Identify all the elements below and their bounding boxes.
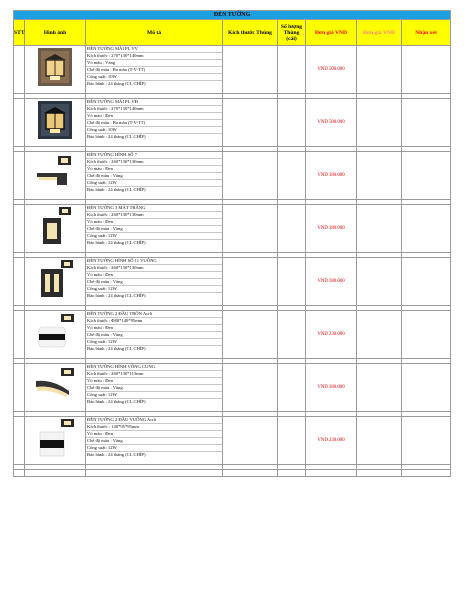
wall-lamp-number-7-icon — [33, 178, 77, 195]
product-image-cell — [25, 311, 86, 359]
spec-line: Công suất: 12W — [86, 233, 222, 240]
spec-line: Kích thước : 140*95*95mm — [86, 424, 222, 431]
product-name: ĐÈN TƯỜNG HÌNH SỐ 11 VUÔNG — [86, 258, 222, 265]
spec-line: Vỏ màu : Đen — [86, 113, 222, 120]
quantity-cell — [278, 46, 306, 94]
stt-cell — [14, 311, 25, 359]
product-name: ĐÈN TƯỜNG MÁI PL VĐ — [86, 99, 222, 106]
spec-line: Chế độ màu : Vàng — [86, 438, 222, 445]
product-description — [86, 99, 223, 147]
stt-cell — [14, 99, 25, 147]
box-size-cell — [223, 364, 278, 412]
spec-line: Công suất: 12W — [86, 392, 222, 399]
spec-line: Kích thước : 260*130*130mm — [86, 265, 222, 272]
price-cell: VND 380.000 — [306, 258, 357, 306]
spec-line: Công suất: 12W — [86, 286, 222, 293]
stt-cell — [14, 152, 25, 200]
product-description — [86, 46, 223, 94]
spec-line: Vỏ màu : Vàng — [86, 60, 222, 67]
product-description — [86, 417, 223, 465]
spec-line: Công suất: 12W — [86, 445, 222, 452]
price-2-cell — [357, 364, 402, 412]
product-description — [86, 205, 223, 253]
note-cell — [402, 417, 451, 465]
product-name: ĐÈN TƯỜNG HÌNH SỐ 7 — [86, 152, 222, 159]
price-2-cell — [357, 152, 402, 200]
spec-line: Công suất: 10W — [86, 127, 222, 134]
stt-cell — [14, 364, 25, 412]
box-size-cell — [223, 99, 278, 147]
price-cell: VND 380.000 — [306, 205, 357, 253]
product-image-cell — [25, 258, 86, 306]
spec-line: Bảo hành : 24 tháng (CL CHÍP) — [87, 452, 146, 458]
product-image-cell — [25, 364, 86, 412]
header-description: Mô tả — [86, 20, 223, 46]
box-size-cell — [223, 311, 278, 359]
header-price-2: Đơn giá VND — [357, 20, 402, 46]
spec-line: Bảo hành : 24 tháng (CL CHÍP) — [87, 134, 146, 140]
header-stt: STT — [14, 20, 25, 46]
spec-line: Bảo hành : 24 tháng (CL CHÍP) — [87, 293, 146, 299]
table-row — [14, 258, 451, 306]
spec-line: Vỏ màu : Đen — [86, 166, 222, 173]
price-cell: VND 380.000 — [306, 364, 357, 412]
product-name: ĐÈN TƯỜNG 2 ĐẦU TRÒN Acrli — [86, 311, 222, 318]
product-image-cell — [25, 99, 86, 147]
spec-line: Chế độ màu : Vàng — [86, 173, 222, 180]
spec-line: Bảo hành : 24 tháng (CL CHÍP) — [87, 346, 146, 352]
wall-lamp-number-11-icon — [35, 286, 75, 303]
product-description — [86, 258, 223, 306]
price-cell: VND 230.000 — [306, 311, 357, 359]
box-size-cell — [223, 205, 278, 253]
spec-line: Kích thước : Φ88*140*95mm — [86, 318, 222, 325]
box-size-cell — [223, 46, 278, 94]
spec-line: Chế độ màu : Vàng — [86, 279, 222, 286]
wall-lamp-round-2-way-icon — [33, 338, 77, 355]
price-2-cell — [357, 205, 402, 253]
note-cell — [402, 152, 451, 200]
note-cell — [402, 364, 451, 412]
spec-line: Vỏ màu : Đen — [86, 325, 222, 332]
spec-line: Công suất: 10W — [86, 74, 222, 81]
quantity-cell — [278, 311, 306, 359]
spec-line: Kích thước : 260*130*130mm — [86, 159, 222, 166]
header-image: Hình ảnh — [25, 20, 86, 46]
note-cell — [402, 258, 451, 306]
price-2-cell — [357, 99, 402, 147]
product-description — [86, 152, 223, 200]
spec-line: Bảo hành : 24 tháng (CL CHÍP) — [87, 187, 146, 193]
product-name: ĐÈN TƯỜNG HÌNH VÒNG CUNG — [86, 364, 222, 371]
price-cell: VND 500.000 — [306, 99, 357, 147]
spec-line: Chế độ màu : Vàng — [86, 226, 222, 233]
product-image-cell — [25, 417, 86, 465]
price-2-cell — [357, 46, 402, 94]
quantity-cell — [278, 152, 306, 200]
spec-line: Bảo hành : 24 tháng (CL CHÍP) — [87, 399, 146, 405]
product-description — [86, 364, 223, 412]
spec-line: Bảo hành : 24 tháng (CL CHÍP) — [87, 81, 146, 87]
spec-line: Kích thước : 270*130*140mm — [86, 53, 222, 60]
price-2-cell — [357, 311, 402, 359]
header-price: Đơn giá VND — [306, 20, 357, 46]
product-image-cell — [25, 205, 86, 253]
product-rows — [14, 46, 451, 470]
spec-line: Kích thước : 260*130*130mm — [86, 212, 222, 219]
quantity-cell — [278, 205, 306, 253]
note-cell — [402, 46, 451, 94]
spec-line: Chế độ màu : Ba màu (T-V-TT) — [86, 67, 222, 74]
wall-lamp-roof-gold-icon — [38, 73, 72, 90]
product-name: ĐÈN TƯỜNG 2 ĐẦU VUÔNG Acrli — [86, 417, 222, 424]
quantity-cell — [278, 364, 306, 412]
table-row — [14, 152, 451, 200]
product-name: ĐÈN TƯỜNG MÁI PL VV — [86, 46, 222, 53]
spec-line: Chế độ màu : Vàng — [86, 332, 222, 339]
product-image-cell — [25, 46, 86, 94]
quantity-cell — [278, 99, 306, 147]
product-name: ĐÈN TƯỜNG 3 MẶT TRẮNG — [86, 205, 222, 212]
note-cell — [402, 99, 451, 147]
spec-line: Vỏ màu : Đen — [86, 219, 222, 226]
spec-line: Vỏ màu : Đen — [86, 378, 222, 385]
wall-lamp-square-2-way-icon — [33, 445, 77, 462]
header-quantity: Số lượng Thùng (cái) — [278, 20, 306, 46]
quantity-cell — [278, 258, 306, 306]
price-2-cell — [357, 417, 402, 465]
stt-cell — [14, 258, 25, 306]
spec-line: Kích thước : 260*130*115mm — [86, 371, 222, 378]
stt-cell — [14, 205, 25, 253]
spec-line: Chế độ màu : Vàng — [86, 385, 222, 392]
spec-line: Vỏ màu : Đen — [86, 431, 222, 438]
table-row — [14, 417, 451, 465]
table-row — [14, 364, 451, 412]
box-size-cell — [223, 152, 278, 200]
product-description — [86, 311, 223, 359]
price-cell: VND 500.000 — [306, 46, 357, 94]
spec-line: Chế độ màu : Ba màu (T-V-TT) — [86, 120, 222, 127]
stt-cell — [14, 46, 25, 94]
product-table — [13, 10, 451, 477]
stt-cell — [14, 417, 25, 465]
table-row — [14, 311, 451, 359]
sheet-title: ĐÈN TƯỜNG — [14, 11, 451, 20]
product-image-cell — [25, 152, 86, 200]
box-size-cell — [223, 417, 278, 465]
spec-line: Công suất: 12W — [86, 339, 222, 346]
note-cell — [402, 205, 451, 253]
price-cell: VND 230.000 — [306, 417, 357, 465]
spec-line: Bảo hành : 24 tháng (CL CHÍP) — [87, 240, 146, 246]
note-cell — [402, 311, 451, 359]
wall-lamp-3-sided-icon — [35, 233, 75, 250]
table-row — [14, 99, 451, 147]
table-row-empty — [14, 470, 451, 477]
box-size-cell — [223, 258, 278, 306]
quantity-cell — [278, 417, 306, 465]
table-row — [14, 205, 451, 253]
header-note: Nhận xét — [402, 20, 451, 46]
spec-line: Công suất: 12W — [86, 180, 222, 187]
spec-line: Kích thước : 270*130*140mm — [86, 106, 222, 113]
wall-lamp-roof-black-icon — [38, 126, 72, 143]
price-cell: VND 380.000 — [306, 152, 357, 200]
price-2-cell — [357, 258, 402, 306]
spec-line: Vỏ màu : Đen — [86, 272, 222, 279]
wall-lamp-arc-icon — [33, 390, 77, 407]
header-box-size: Kích thước Thùng — [223, 20, 278, 46]
header-row — [14, 20, 451, 46]
table-row — [14, 46, 451, 94]
